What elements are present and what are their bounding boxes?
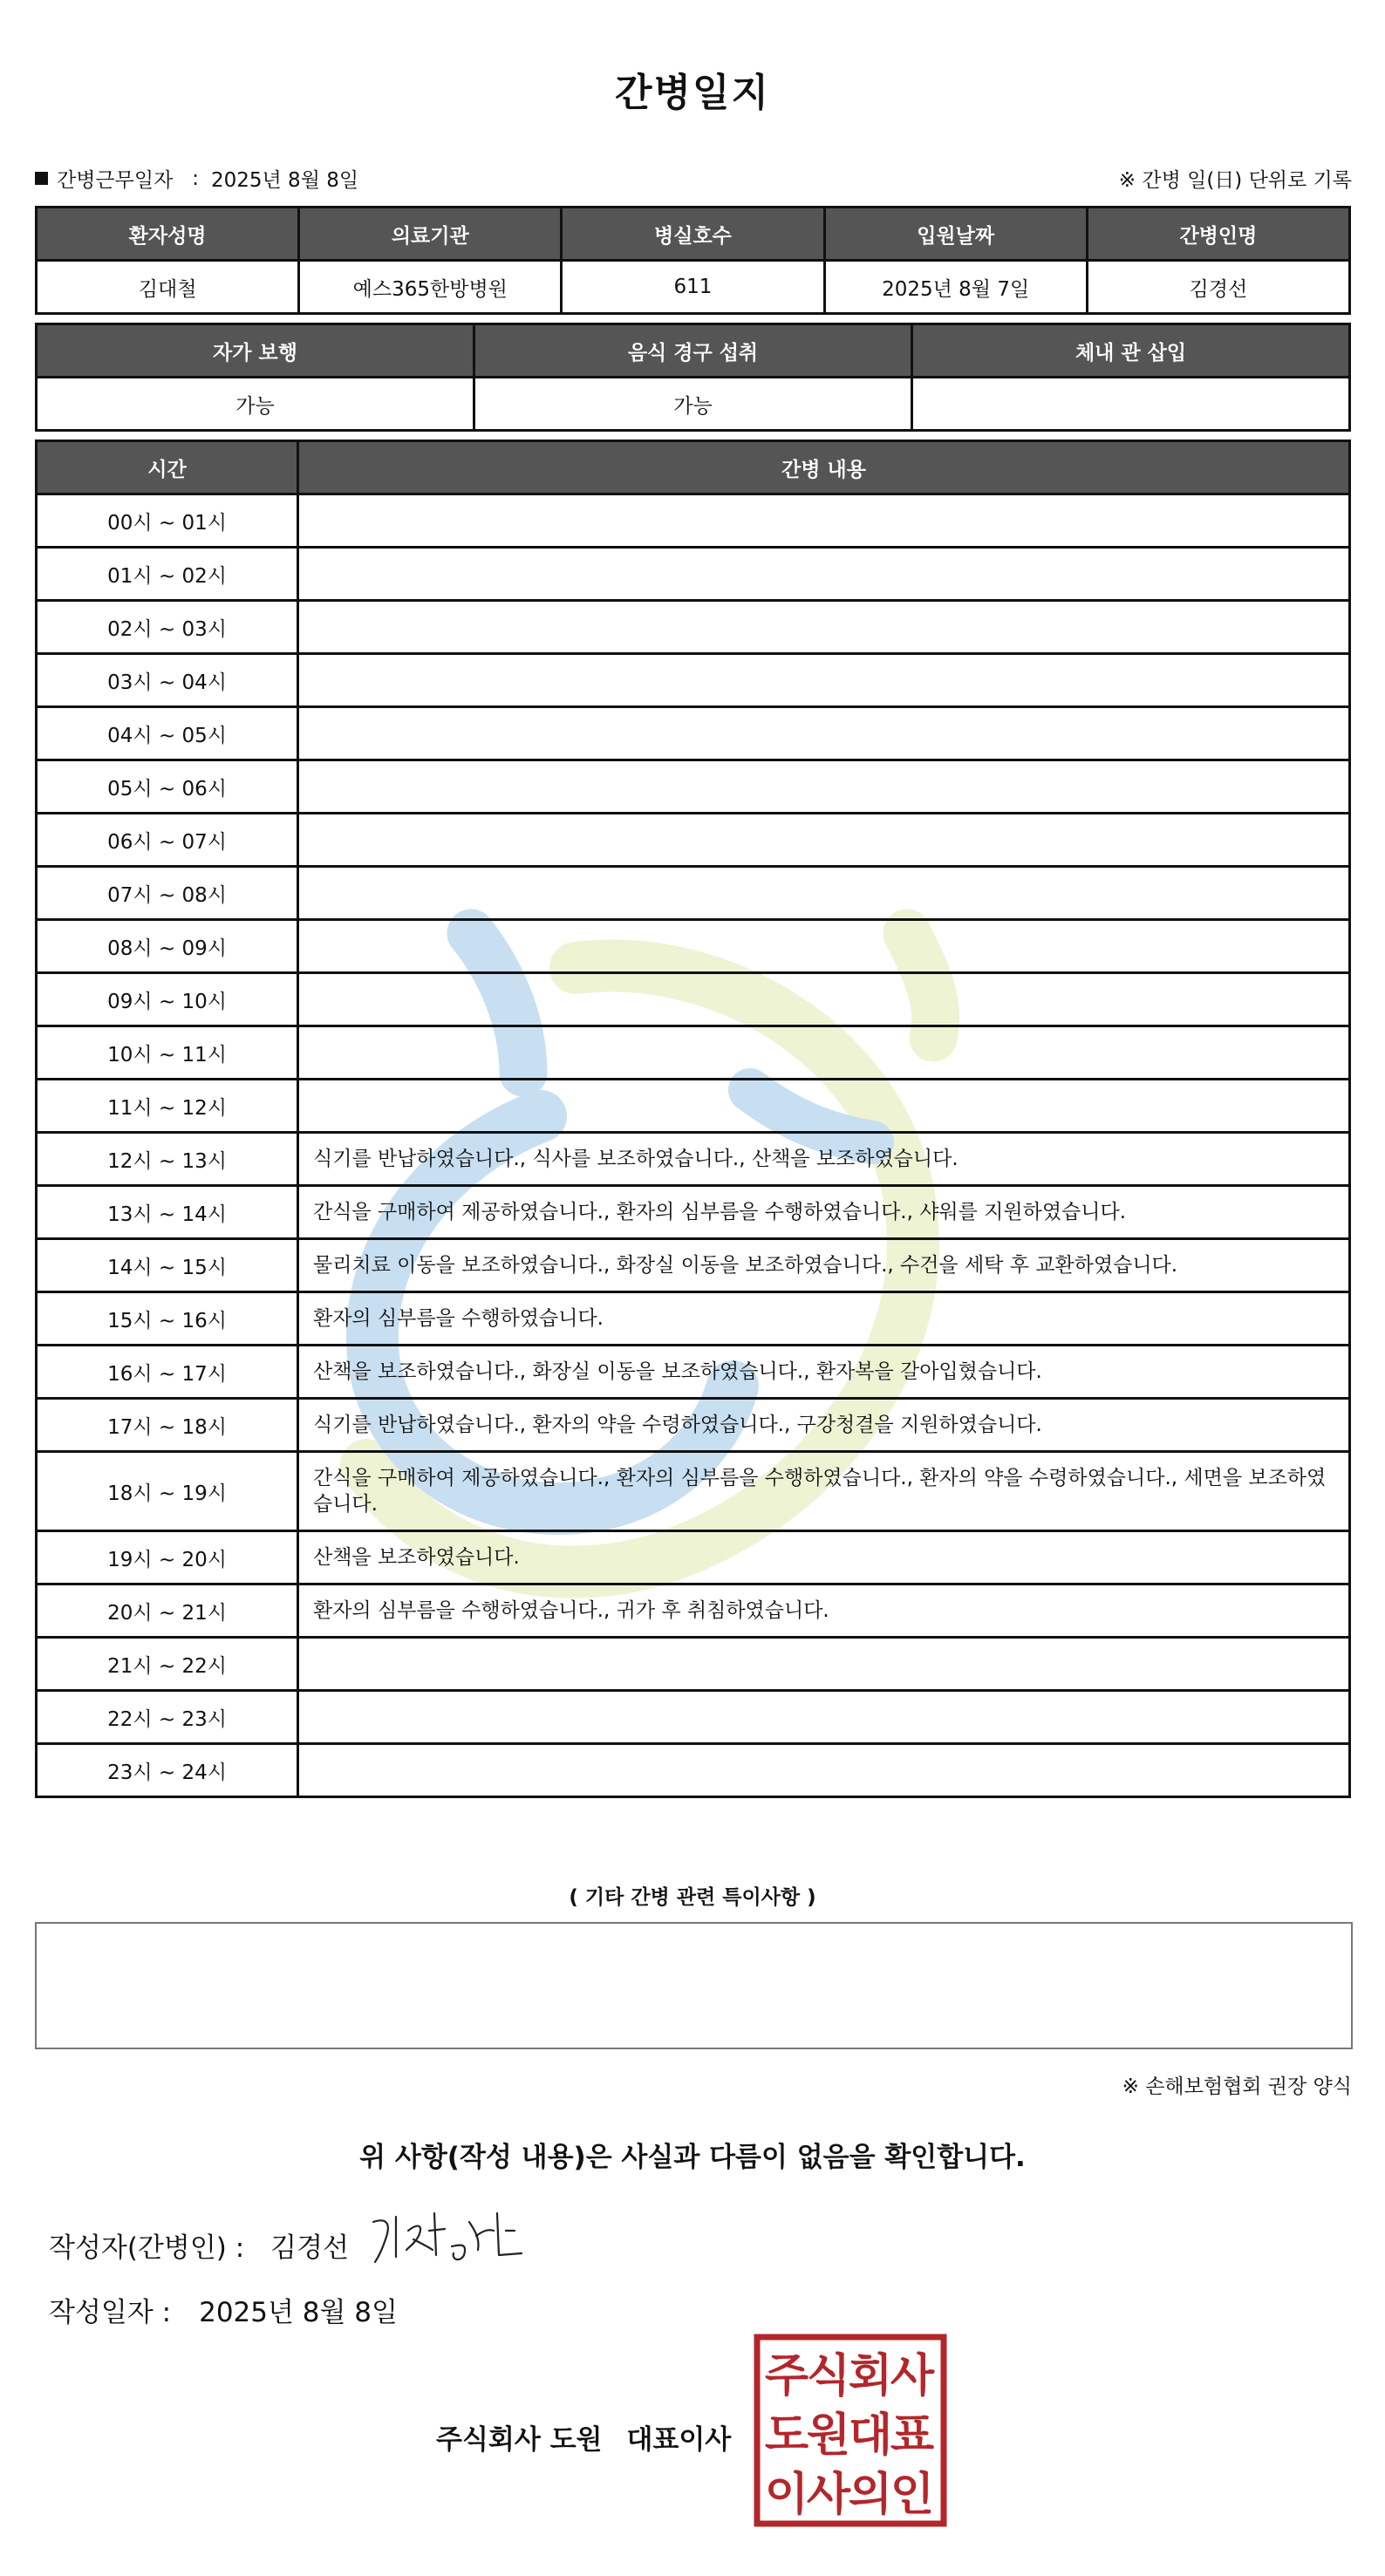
care-content bbox=[298, 654, 1350, 707]
time-slot: 09시 ~ 10시 bbox=[37, 973, 298, 1026]
table-row bbox=[37, 1638, 1350, 1691]
table-row bbox=[37, 1133, 1350, 1186]
care-content: 환자의 심부름을 수행하였습니다. bbox=[298, 1292, 1350, 1346]
time-slot: 16시 ~ 17시 bbox=[37, 1346, 298, 1399]
table-row bbox=[37, 1239, 1350, 1292]
table-row bbox=[37, 548, 1350, 601]
care-content bbox=[298, 867, 1350, 920]
table-row bbox=[37, 1691, 1350, 1744]
time-slot: 01시 ~ 02시 bbox=[37, 548, 298, 601]
table-row bbox=[37, 601, 1350, 654]
care-content bbox=[298, 760, 1350, 814]
care-content: 물리치료 이동을 보조하였습니다., 화장실 이동을 보조하였습니다., 수건을 세탁 후 교환하였습니다. bbox=[298, 1239, 1350, 1292]
notes-box bbox=[35, 1922, 1353, 2049]
care-content bbox=[298, 814, 1350, 867]
time-slot: 02시 ~ 03시 bbox=[37, 601, 298, 654]
patient-name: 김대철 bbox=[37, 261, 299, 314]
svg-text:도: 도 bbox=[764, 2409, 809, 2462]
company-row bbox=[436, 2417, 731, 2457]
time-slot: 15시 ~ 16시 bbox=[37, 1292, 298, 1346]
header-time: 시간 bbox=[37, 441, 298, 494]
writer-label: 작성자(간병인) : bbox=[49, 2232, 245, 2264]
svg-text:주: 주 bbox=[764, 2350, 809, 2402]
table-row bbox=[37, 1346, 1350, 1399]
time-slot: 19시 ~ 20시 bbox=[37, 1531, 298, 1584]
time-slot: 23시 ~ 24시 bbox=[37, 1744, 298, 1797]
care-content bbox=[298, 1026, 1350, 1080]
company-seal-stamp bbox=[754, 2334, 947, 2527]
care-content bbox=[298, 1691, 1350, 1744]
header-admission-date: 입원날짜 bbox=[824, 208, 1087, 261]
time-slot: 06시 ~ 07시 bbox=[37, 814, 298, 867]
form-source-note: ※ 손해보험협회 권장 양식 bbox=[1122, 2075, 1352, 2098]
svg-text:표: 표 bbox=[890, 2409, 935, 2462]
svg-text:의: 의 bbox=[848, 2469, 893, 2521]
time-slot: 17시 ~ 18시 bbox=[37, 1399, 298, 1452]
svg-text:대: 대 bbox=[848, 2409, 893, 2462]
care-content bbox=[298, 1638, 1350, 1691]
unit-note: ※ 간병 일(日) 단위로 기록 bbox=[1118, 169, 1352, 192]
time-slot: 21시 ~ 22시 bbox=[37, 1638, 298, 1691]
table-row bbox=[37, 707, 1350, 760]
work-date-label: 간병근무일자 bbox=[57, 169, 174, 192]
ceo-title: 대표이사 bbox=[626, 2424, 732, 2456]
svg-text:인: 인 bbox=[890, 2469, 935, 2521]
header-walking: 자가 보행 bbox=[37, 324, 474, 378]
header-tube: 체내 관 삽입 bbox=[912, 324, 1350, 378]
time-slot: 14시 ~ 15시 bbox=[37, 1239, 298, 1292]
time-slot: 07시 ~ 08시 bbox=[37, 867, 298, 920]
table-row bbox=[37, 920, 1350, 973]
time-slot: 22시 ~ 23시 bbox=[37, 1691, 298, 1744]
care-content bbox=[298, 1080, 1350, 1133]
confirmation-statement: 위 사항(작성 내용)은 사실과 다름이 없음을 확인합니다. bbox=[359, 2142, 1026, 2173]
notes-title: ( 기타 간병 관련 특이사항 ) bbox=[569, 1886, 816, 1909]
header-room: 병실호수 bbox=[562, 208, 824, 261]
care-content bbox=[298, 707, 1350, 760]
care-log-table bbox=[35, 440, 1351, 1798]
care-content bbox=[298, 601, 1350, 654]
care-content: 식기를 반납하였습니다., 식사를 보조하였습니다., 산책을 보조하였습니다. bbox=[298, 1133, 1350, 1186]
writer-name: 김경선 bbox=[270, 2232, 350, 2264]
walking-status: 가능 bbox=[37, 378, 474, 431]
patient-status-table bbox=[35, 323, 1351, 432]
handwritten-signature bbox=[366, 2205, 528, 2266]
care-content: 환자의 심부름을 수행하였습니다., 귀가 후 취침하였습니다. bbox=[298, 1584, 1350, 1638]
table-row bbox=[37, 1744, 1350, 1797]
care-content: 식기를 반납하였습니다., 환자의 약을 수령하였습니다., 구강청결을 지원하였습니다. bbox=[298, 1399, 1350, 1452]
table-row bbox=[37, 760, 1350, 814]
time-slot: 11시 ~ 12시 bbox=[37, 1080, 298, 1133]
table-row bbox=[37, 814, 1350, 867]
written-date-label: 작성일자 : bbox=[49, 2297, 172, 2328]
time-slot: 10시 ~ 11시 bbox=[37, 1026, 298, 1080]
table-row bbox=[37, 1186, 1350, 1239]
table-row bbox=[37, 1026, 1350, 1080]
time-slot: 18시 ~ 19시 bbox=[37, 1452, 298, 1531]
admission-date: 2025년 8월 7일 bbox=[824, 261, 1087, 314]
patient-info-table bbox=[35, 206, 1351, 315]
caregiver-name: 김경선 bbox=[1087, 261, 1349, 314]
care-content bbox=[298, 548, 1350, 601]
svg-text:사: 사 bbox=[890, 2350, 935, 2402]
work-date-separator: : bbox=[192, 167, 199, 190]
oral-intake-status: 가능 bbox=[474, 378, 912, 431]
time-slot: 00시 ~ 01시 bbox=[37, 494, 298, 548]
table-row bbox=[37, 1399, 1350, 1452]
care-content bbox=[298, 1744, 1350, 1797]
care-content: 간식을 구매하여 제공하였습니다., 환자의 심부름을 수행하였습니다., 샤워를 지원하였습니다. bbox=[298, 1186, 1350, 1239]
care-content bbox=[298, 973, 1350, 1026]
work-date-row bbox=[35, 164, 358, 193]
header-care-content: 간병 내용 bbox=[298, 441, 1350, 494]
table-row bbox=[37, 867, 1350, 920]
table-row bbox=[37, 654, 1350, 707]
table-row bbox=[37, 1452, 1350, 1531]
table-row bbox=[37, 1531, 1350, 1584]
care-content: 산책을 보조하였습니다. bbox=[298, 1531, 1350, 1584]
table-row bbox=[37, 973, 1350, 1026]
svg-text:원: 원 bbox=[806, 2409, 851, 2462]
header-oral-intake: 음식 경구 섭취 bbox=[474, 324, 912, 378]
table-row bbox=[37, 494, 1350, 548]
written-date-row bbox=[49, 2290, 398, 2329]
work-date-value: 2025년 8월 8일 bbox=[211, 169, 359, 192]
time-slot: 03시 ~ 04시 bbox=[37, 654, 298, 707]
table-row bbox=[37, 1584, 1350, 1638]
care-content: 간식을 구매하여 제공하였습니다., 환자의 심부름을 수행하였습니다., 환자의 약을 수령하였습니다., 세면을 보조하였습니다. bbox=[298, 1452, 1350, 1531]
header-caregiver: 간병인명 bbox=[1087, 208, 1349, 261]
svg-text:사: 사 bbox=[806, 2469, 851, 2521]
svg-text:회: 회 bbox=[848, 2350, 893, 2402]
care-content: 산책을 보조하였습니다., 화장실 이동을 보조하였습니다., 환자복을 갈아입혔습니다. bbox=[298, 1346, 1350, 1399]
company-name: 주식회사 도원 bbox=[436, 2424, 603, 2456]
room-number: 611 bbox=[562, 261, 824, 314]
tube-status bbox=[912, 378, 1350, 431]
time-slot: 13시 ~ 14시 bbox=[37, 1186, 298, 1239]
time-slot: 12시 ~ 13시 bbox=[37, 1133, 298, 1186]
written-date-value: 2025년 8월 8일 bbox=[199, 2297, 398, 2328]
table-row bbox=[37, 1080, 1350, 1133]
time-slot: 20시 ~ 21시 bbox=[37, 1584, 298, 1638]
time-slot: 08시 ~ 09시 bbox=[37, 920, 298, 973]
care-content bbox=[298, 494, 1350, 548]
header-patient-name: 환자성명 bbox=[37, 208, 299, 261]
table-row bbox=[37, 1292, 1350, 1346]
time-slot: 05시 ~ 06시 bbox=[37, 760, 298, 814]
svg-text:식: 식 bbox=[806, 2350, 851, 2402]
square-bullet-icon bbox=[35, 172, 48, 185]
header-hospital: 의료기관 bbox=[299, 208, 562, 261]
hospital-name: 예스365한방병원 bbox=[299, 261, 562, 314]
time-slot: 04시 ~ 05시 bbox=[37, 707, 298, 760]
care-content bbox=[298, 920, 1350, 973]
writer-row bbox=[49, 2225, 349, 2265]
page-title: 간병일지 bbox=[614, 71, 770, 115]
svg-text:이: 이 bbox=[764, 2469, 809, 2521]
